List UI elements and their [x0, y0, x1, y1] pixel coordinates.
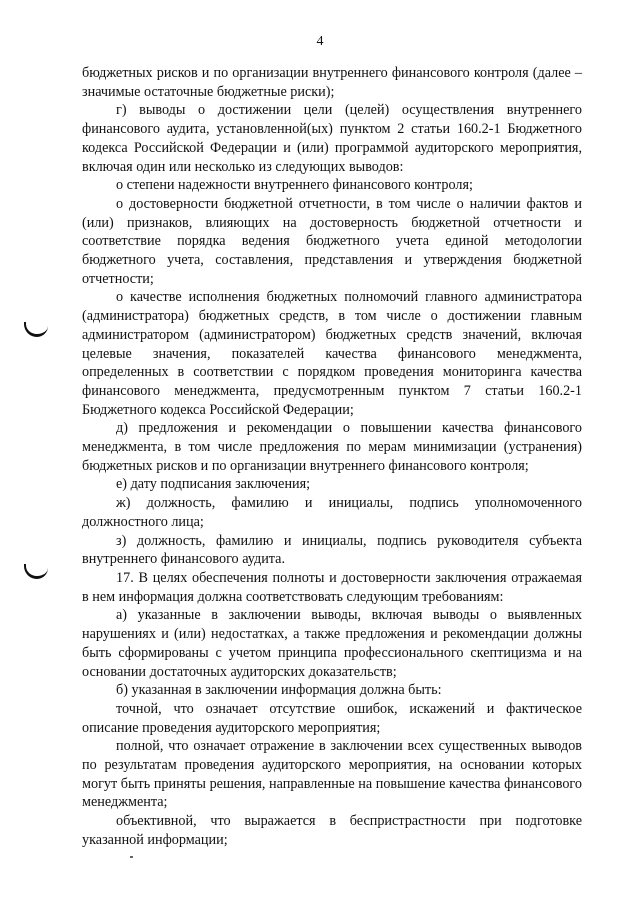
paragraph: точной, что означает отсутствие ошибок, искажений и фактическое описание проведения аудиторского мероприятия; — [82, 700, 582, 736]
paragraph: о степени надежности внутреннего финансового контроля; — [116, 177, 473, 194]
paragraph: г) выводы о достижении цели (целей) осуществления внутреннего финансового аудита, установленной(ых) пунктом 2 статьи 160.2-1 Бюджетного кодекса Российской Федерации и (или) программой аудиторского мероприятия, включая один или несколько из следующих выводов: — [82, 102, 582, 175]
paragraph: б) указанная в заключении информация должна быть: — [116, 682, 442, 699]
page-number: 4 — [316, 34, 324, 49]
paragraph: о качестве исполнения бюджетных полномочий главного администратора (администратора) бюджетных средств, в том числе о достижении главным администратором (администратором) бюджетных средств значений, включая целевые значения, показателей качества финансового менеджмента, определенных в соответствии с порядком проведения мониторинга качества финансового менеджмента, предусмотренным пунктом 7 статьи 160.2-1 Бюджетного кодекса Российской Федерации; — [82, 289, 582, 418]
paragraph: объективной, что выражается в беспристрастности при подготовке указанной информации; — [82, 813, 582, 848]
paragraph: д) предложения и рекомендации о повышении качества финансового менеджмента, в том числе предложения по мерам минимизации (устранения) бюджетных рисков и по организации внутреннего финансового контроля; — [82, 420, 582, 474]
margin-mark — [24, 322, 48, 337]
document-body — [82, 64, 582, 850]
paragraph: е) дату подписания заключения; — [116, 476, 311, 493]
paragraph: о достоверности бюджетной отчетности, в том числе о наличии фактов и (или) признаков, влияющих на достоверность бюджетной отчетности и соответствие порядка ведения бюджетного учета единой методологии бюджетного учета, составления, представления и утверждения бюджетной отчетности; — [82, 195, 582, 287]
margin-mark — [24, 564, 48, 579]
paragraph: полной, что означает отражение в заключении всех существенных выводов по результатам проведения аудиторского мероприятия, на основании которых могут быть приняты решения, направленные на повышение качества финансового менеджмента; — [82, 738, 582, 811]
paragraph: з) должность, фамилию и инициалы, подпись руководителя субъекта внутреннего финансового аудита. — [82, 532, 582, 568]
scan-speck — [130, 856, 133, 858]
paragraph: 17. В целях обеспечения полноты и достоверности заключения отражаемая в нем информация должна соответствовать следующим требованиям: — [82, 569, 582, 605]
paragraph: а) указанные в заключении выводы, включая выводы о выявленных нарушениях и (или) недостатках, а также предложения и рекомендации должны быть сформированы с учетом принципа профессионального скептицизма и на основании достаточных аудиторских доказательств; — [82, 607, 582, 680]
paragraph: ж) должность, фамилию и инициалы, подпись уполномоченного должностного лица; — [82, 495, 582, 530]
paragraph: бюджетных рисков и по организации внутреннего финансового контроля (далее – значимые остаточные бюджетные риски); — [82, 65, 582, 100]
